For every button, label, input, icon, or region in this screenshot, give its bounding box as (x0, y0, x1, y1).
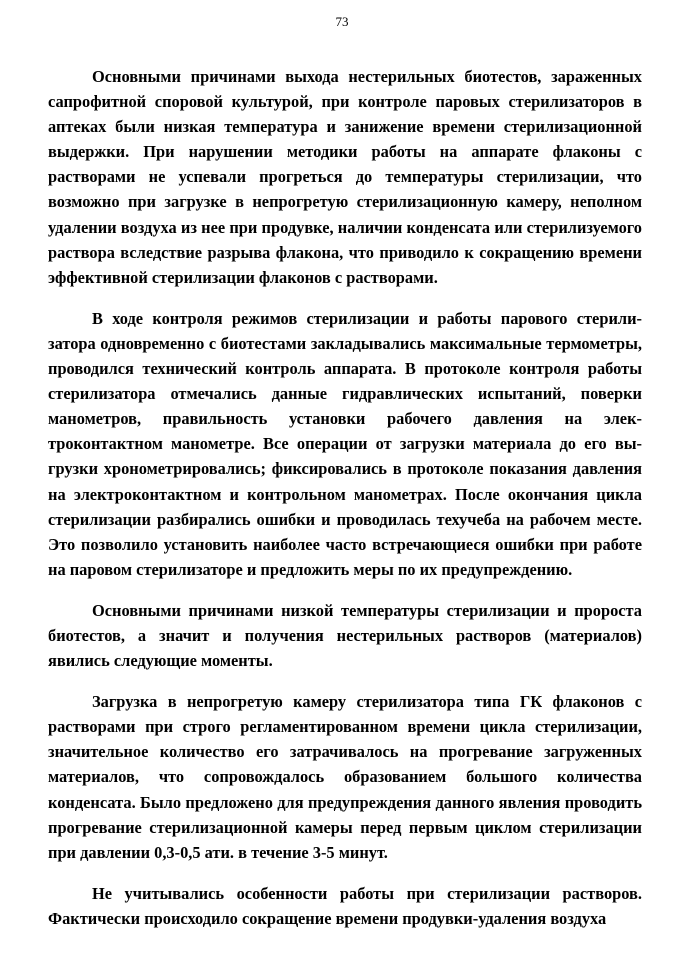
page-number: 73 (335, 14, 349, 29)
paragraph-5: Не учитывались особенности работы при стерилизации растворов. Фактически происходило сокращение времени продувки-удаления воздуха (48, 883, 642, 928)
paragraph-3: Основными причинами низкой температуры стерилизации и пророста биотестов, а значит и получения нестерильных растворов (материалов) явились следующие моменты. (48, 600, 642, 671)
body-text (48, 64, 642, 931)
paragraph-2: В ходе контроля режимов стерилизации и работы парового стерилизатора одновременно с биотестами закладывались максимальные термометры, проводился технический контроль аппарата. В протоколе контроля работы стерилизатора отмечались данные гидравлических испытаний, поверки манометров, правильность установки рабочего давления на электроконтактном манометре. Все операции от загрузки материала до его выгрузки хронометрировались; фиксировались в протоколе показания давления на электроконтактном и контрольном манометрах. После окончания цикла стерилизации разбирались ошибки и проводилась техучеба на рабочем месте. Это позволило установить наиболее часто встречающиеся ошибки при работе на паровом стерилизаторе и предложить меры по их предупреждению. (48, 308, 642, 579)
paragraph-1: Основными причинами выхода нестерильных биотестов, зараженных сапрофитной споровой культурой, при контроле паровых стерилизаторов в аптеках были низкая температура и занижение времени стерилизационной выдержки. При нарушении методики работы на аппарате флаконы с растворами не успевали прогреться до температуры стерилизации, что возможно при загрузке в непрогретую стерилизационную камеру, неполном удалении воздуха из нее при продувке, наличии конденсата или стерилизуемого раствора вследствие разрыва флакона, что приводило к сокращению времени эффективной стерилизации флаконов с растворами. (48, 67, 642, 287)
paragraph-4: Загрузка в непрогретую камеру стерилизатора типа ГК флаконов с растворами при строго регламентированном времени цикла стерилизации, значительное количество его затрачивалось на прогревание загруженных материалов, что сопровождалось образованием большого количества конденсата. Было предложено для предупреждения данного явления проводить прогревание стерилизационной камеры перед первым циклом стерилизации при давлении 0,3-0,5 ати. в течение 3-5 минут. (48, 692, 642, 862)
